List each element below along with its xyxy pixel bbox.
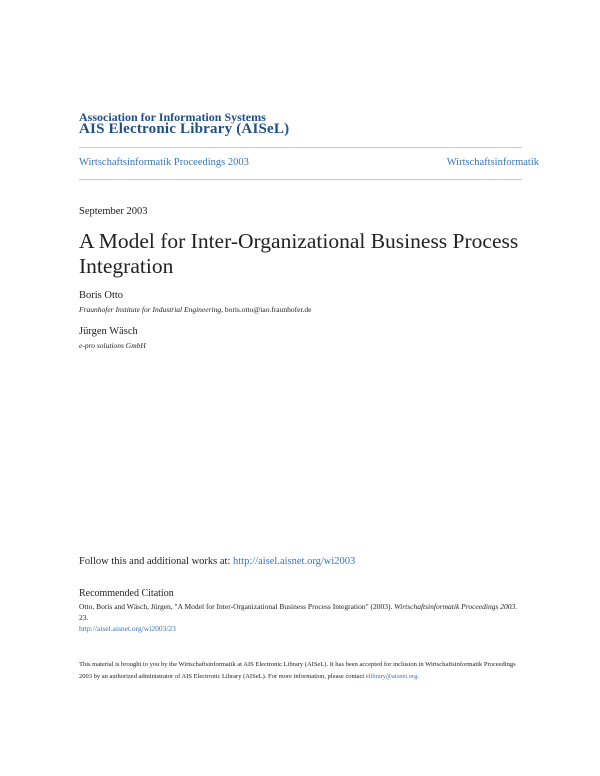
follow-link[interactable]: http://aisel.aisnet.org/wi2003 bbox=[233, 556, 356, 567]
proceedings-link[interactable]: Wirtschaftsinformatik Proceedings 2003 bbox=[79, 157, 249, 168]
citation-link[interactable]: http://aisel.aisnet.org/wi2003/23 bbox=[79, 624, 176, 633]
contact-email-link[interactable]: elibrary@aisnet.org bbox=[365, 672, 418, 680]
association-name: Association for Information Systems bbox=[79, 110, 266, 124]
citation bbox=[79, 601, 519, 634]
publication-date: September 2003 bbox=[79, 206, 148, 217]
notice bbox=[79, 659, 519, 682]
author-affiliation bbox=[79, 305, 312, 314]
citation-source: Wirtschaftsinformatik Proceedings 2003 bbox=[394, 602, 516, 611]
author-affiliation bbox=[79, 341, 146, 350]
citation-number: . 23. bbox=[79, 602, 518, 622]
collection-link[interactable]: Wirtschaftsinformatik bbox=[446, 157, 539, 168]
author-name: Boris Otto bbox=[79, 290, 124, 301]
affiliation-name: Fraunhofer Institute for Industrial Engineering bbox=[79, 305, 222, 314]
notice-end: . bbox=[417, 672, 419, 680]
recommended-citation-heading: Recommended Citation bbox=[79, 588, 174, 599]
follow-line bbox=[79, 556, 355, 567]
bottom-divider bbox=[79, 179, 522, 180]
author-name: Jürgen Wäsch bbox=[79, 326, 138, 337]
follow-text: Follow this and additional works at: bbox=[79, 556, 233, 567]
top-divider bbox=[79, 147, 522, 148]
notice-text: This material is brought to you by the Wirtschaftsinformatik at AIS Electronic Library (AISeL). It has been accepted for inclusion in Wirtschaftsinformatik Proceedings 2003 by an authorized administrator of AIS Electronic Library (AISeL). For more information, please contact bbox=[79, 661, 516, 680]
paper-title: A Model for Inter-Organizational Business Process Integration bbox=[79, 229, 519, 278]
library-name[interactable]: AIS Electronic Library (AISeL) bbox=[79, 121, 290, 137]
affiliation-name: e-pro solutions GmbH bbox=[79, 341, 146, 350]
author-email: , boris.otto@iao.fraunhofer.de bbox=[221, 305, 312, 314]
citation-text: Otto, Boris and Wäsch, Jürgen, "A Model for Inter-Organizational Business Process Integration" (2003). bbox=[79, 602, 395, 611]
